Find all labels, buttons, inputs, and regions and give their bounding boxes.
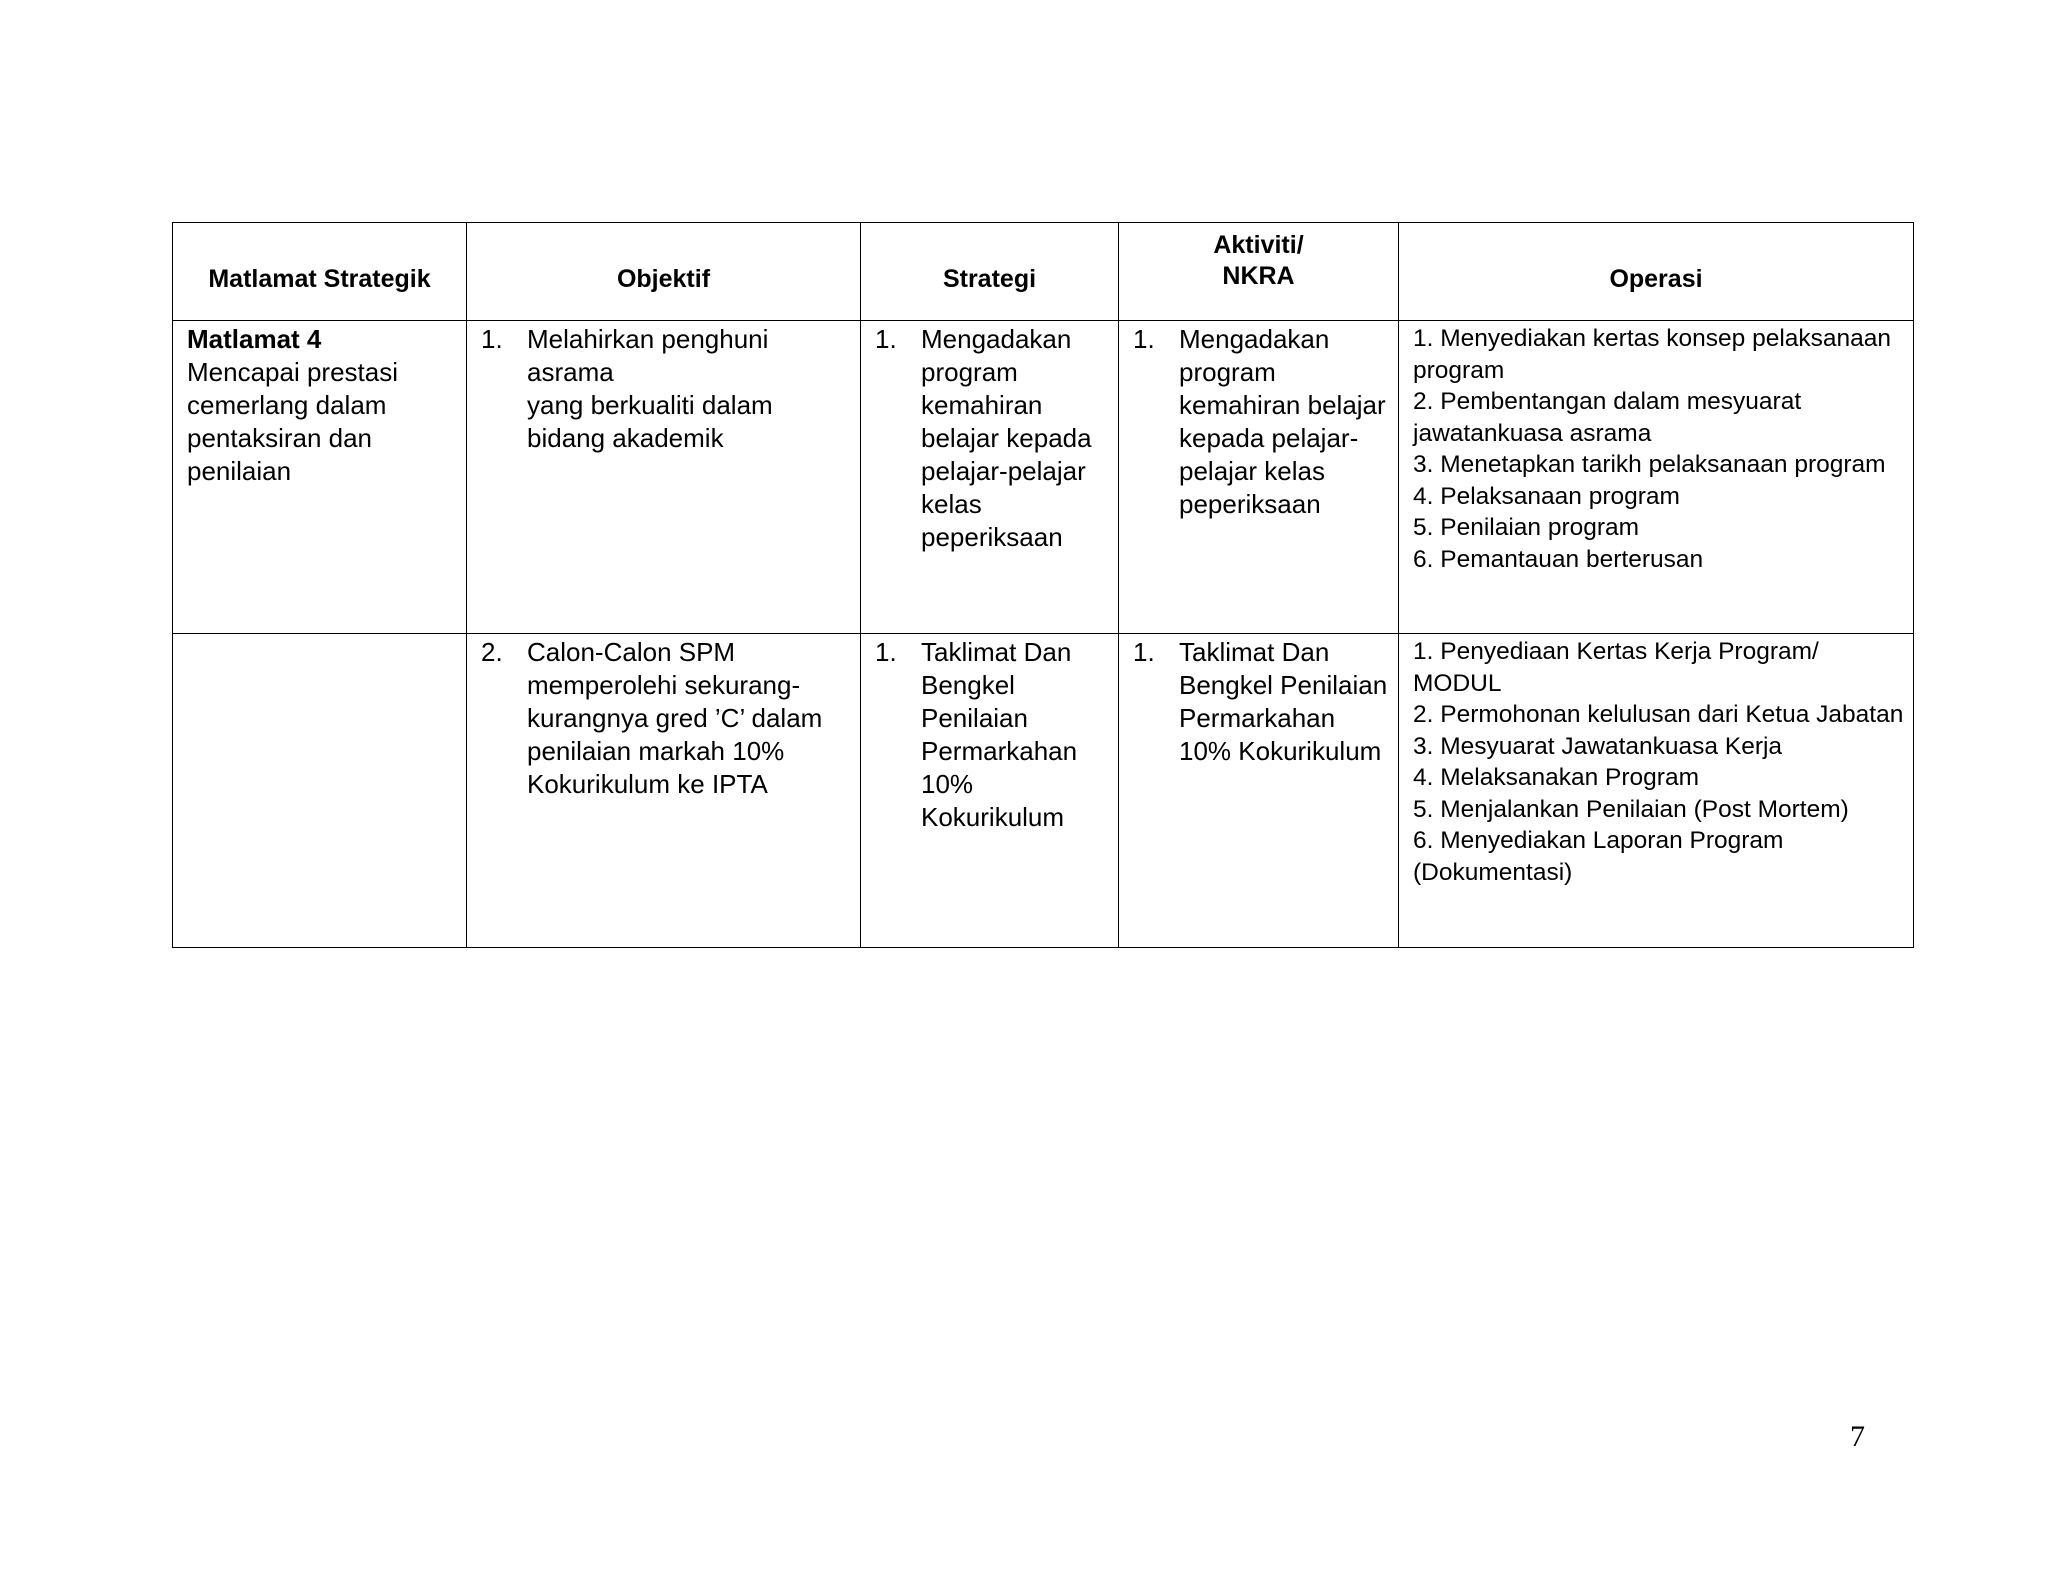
table-row (173, 634, 1914, 948)
table-row (173, 321, 1914, 634)
objective-text: Melahirkan penghuni asrama (527, 324, 769, 387)
strategi-cell (861, 321, 1119, 634)
activity-text: Taklimat Dan Bengkel Penilaian Permarkahan 10% Kokurikulum (1179, 637, 1388, 766)
header-aktiviti-nkra: Aktiviti/ NKRA (1119, 223, 1399, 321)
operation-item: 5. Penilaian program (1413, 514, 1640, 541)
objektif-cell (467, 634, 861, 948)
matlamat-cell (173, 321, 467, 634)
page-number: 7 (1850, 1420, 1865, 1453)
strategi-cell (861, 634, 1119, 948)
objektif-cell (467, 321, 861, 634)
table-header-row (173, 223, 1914, 321)
strategy-text: Taklimat Dan Bengkel Penilaian Permarkahan 10% Kokurikulum (921, 637, 1078, 832)
operasi-cell (1399, 634, 1914, 948)
header-strategi: Strategi (861, 223, 1119, 321)
aktiviti-cell (1119, 321, 1399, 634)
operation-item: 3. Mesyuarat Jawatankuasa Kerja (1413, 732, 1783, 760)
operation-item: 6. Menyediakan Laporan Program (Dokumentasi) (1413, 827, 1784, 886)
activity-text: Mengadakan program kemahiran belajar kepada pelajar-pelajar kelas peperiksaan (1179, 324, 1386, 519)
operation-item: 2. Pembentangan dalam mesyuarat jawatankuasa asrama (1413, 388, 1802, 447)
strategic-plan-table (172, 222, 1914, 948)
operation-item: 1. Penyediaan Kertas Kerja Program/ MODUL (1413, 638, 1819, 697)
header-operasi: Operasi (1399, 223, 1914, 321)
operation-item: 4. Melaksanakan Program (1413, 764, 1699, 791)
goal-title: Matlamat 4 (187, 324, 322, 354)
header-objektif: Objektif (467, 223, 861, 321)
operation-item: 4. Pelaksanaan program (1413, 482, 1680, 510)
header-matlamat-strategik: Matlamat Strategik (173, 223, 467, 321)
operasi-cell (1399, 321, 1914, 634)
matlamat-cell (173, 634, 467, 948)
objective-text: Calon-Calon SPM memperolehi sekurang-kurangnya gred ’C’ dalam penilaian markah 10% Kokurikulum ke IPTA (527, 637, 823, 799)
operation-item: 2. Permohonan kelulusan dari Ketua Jabatan (1413, 701, 1904, 728)
list-number: 2. (481, 637, 503, 667)
list-number: 1. (875, 324, 897, 354)
list-number: 1. (1133, 637, 1155, 667)
operation-item: 1. Menyediakan kertas konsep pelaksanaan program (1413, 325, 1892, 384)
operation-item: 5. Menjalankan Penilaian (Post Mortem) (1413, 795, 1849, 823)
operation-item: 3. Menetapkan tarikh pelaksanaan program (1413, 451, 1886, 478)
list-number: 1. (875, 637, 897, 667)
aktiviti-cell (1119, 634, 1399, 948)
operation-item: 6. Pemantauan berterusan (1413, 545, 1704, 573)
goal-description: Mencapai prestasi cemerlang dalam pentaksiran dan penilaian (187, 357, 398, 486)
strategy-text: Mengadakan program kemahiran belajar kepada pelajar-pelajar kelas peperiksaan (921, 324, 1092, 552)
list-number: 1. (481, 324, 503, 354)
objective-text: yang berkualiti dalam bidang akademik (527, 390, 773, 453)
list-number: 1. (1133, 324, 1155, 354)
